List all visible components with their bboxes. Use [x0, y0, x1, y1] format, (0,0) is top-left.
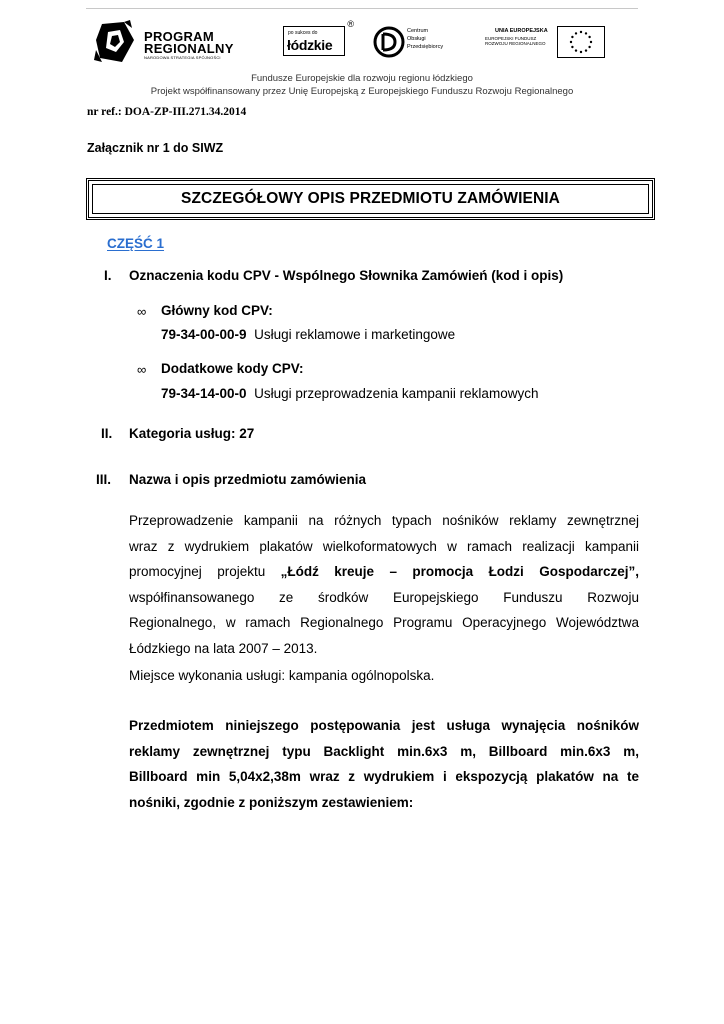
registered-mark: ®	[347, 19, 354, 29]
project-name: „Łódź kreuje – promocja Łodzi Gospodarczej”,	[280, 564, 639, 580]
paragraph-line: Przedmiotem niniejszego postępowania jest usługa wynajęcia nośników	[129, 718, 639, 733]
main-cpv-desc: Usługi reklamowe i marketingowe	[254, 327, 456, 342]
centrum-obslugi-logo	[373, 24, 463, 60]
part-label: CZĘŚĆ 1	[107, 236, 165, 251]
centrum-emblem-icon	[373, 26, 405, 58]
document-title-box	[86, 178, 655, 220]
paragraph-text: promocyjnej projektu	[129, 564, 266, 580]
eu-logo-sub	[485, 36, 555, 46]
logo-row	[90, 20, 630, 64]
place-of-service	[129, 663, 639, 689]
annex-label: Załącznik nr 1 do SIWZ	[87, 141, 224, 155]
paragraph-line: Przeprowadzenie kampanii na różnych typach nośników reklamy zewnętrznej	[129, 513, 639, 528]
paragraph-line	[129, 559, 639, 585]
paragraph-line: Regionalnego, w ramach Regionalnego Programu Operacyjnego Województwa	[129, 615, 639, 631]
program-emblem-icon	[94, 20, 138, 64]
main-cpv-heading: Główny kod CPV:	[161, 303, 273, 318]
program-logo-sub: NARODOWA STRATEGIA SPÓJNOŚCI	[144, 55, 221, 60]
centrum-logo-line1: Centrum	[407, 28, 429, 34]
lodzkie-logo-small: po sukces do	[288, 30, 318, 36]
paragraph-line: nośniki, zgodnie z poniższym zestawieniem:	[129, 794, 414, 810]
eu-flag	[557, 26, 605, 58]
additional-cpv-heading: Dodatkowe kody CPV:	[161, 361, 304, 376]
eu-logo	[485, 22, 625, 58]
funding-line-1: Fundusze Europejskie dla rozwoju regionu łódzkiego	[251, 73, 473, 84]
paragraph-line: współfinansowanego ze środków Europejskiego Funduszu Rozwoju	[129, 589, 639, 605]
program-logo-line2: REGIONALNY	[144, 41, 234, 56]
funding-line-2: Projekt współfinansowany przez Unię Europejską z Europejskiego Funduszu Rozwoju Regionalnego	[150, 86, 574, 97]
subject-paragraph	[129, 713, 639, 815]
program-regionalny-logo	[90, 20, 270, 64]
section-1-title: Oznaczenia kodu CPV - Wspólnego Słownika Zamówień (kod i opis)	[129, 268, 564, 283]
lodzkie-logo-text: łódzkie	[287, 37, 333, 53]
program-logo-line1: PROGRAM	[144, 29, 214, 44]
document-title: SZCZEGÓŁOWY OPIS PRZEDMIOTU ZAMÓWIENIA	[92, 184, 649, 214]
centrum-logo-line2: Obsługi	[407, 36, 426, 42]
eu-logo-title: UNIA EUROPEJSKA	[495, 28, 548, 34]
section-1-number: I.	[104, 268, 112, 283]
additional-cpv-code: 79-34-14-00-0	[161, 386, 247, 401]
place-of-service-text: Miejsce wykonania usługi: kampania ogólnopolska.	[129, 668, 435, 683]
centrum-logo-line3: Przedsiębiorcy	[407, 44, 444, 50]
additional-cpv-line	[161, 386, 538, 401]
paragraph-line: wraz z wydrukiem plakatów wielkoformatowych w ramach realizacji kampanii	[129, 538, 639, 554]
bullet-icon: ∞	[137, 304, 147, 319]
section-2-title: Kategoria usług: 27	[129, 426, 255, 441]
section-3-number: III.	[96, 472, 112, 487]
paragraph-line: Łódzkiego na lata 2007 – 2013.	[129, 640, 318, 656]
main-cpv-line	[161, 327, 455, 342]
eu-logo-sub1: EUROPEJSKI FUNDUSZ	[485, 36, 537, 41]
section-2-number: II.	[101, 426, 113, 441]
additional-cpv-desc: Usługi przeprowadzenia kampanii reklamowych	[254, 386, 539, 401]
section-3-title: Nazwa i opis przedmiotu zamówienia	[129, 472, 367, 487]
description-paragraph	[129, 508, 639, 662]
lodzkie-logo	[283, 19, 354, 56]
bullet-icon: ∞	[137, 362, 147, 377]
reference-number: nr ref.: DOA-ZP-III.271.34.2014	[87, 106, 247, 118]
main-cpv-code: 79-34-00-00-9	[161, 327, 247, 342]
paragraph-line: Billboard min 5,04x2,38m wraz z wydrukiem i ekspozycją plakatów na te	[129, 769, 639, 785]
eu-stars-icon	[558, 27, 604, 57]
eu-logo-sub2: ROZWOJU REGIONALNEGO	[485, 41, 546, 46]
paragraph-line: reklamy zewnętrznej typu Backlight min.6x3 m, Billboard min.6x3 m,	[129, 743, 639, 759]
header-rule	[86, 8, 638, 9]
